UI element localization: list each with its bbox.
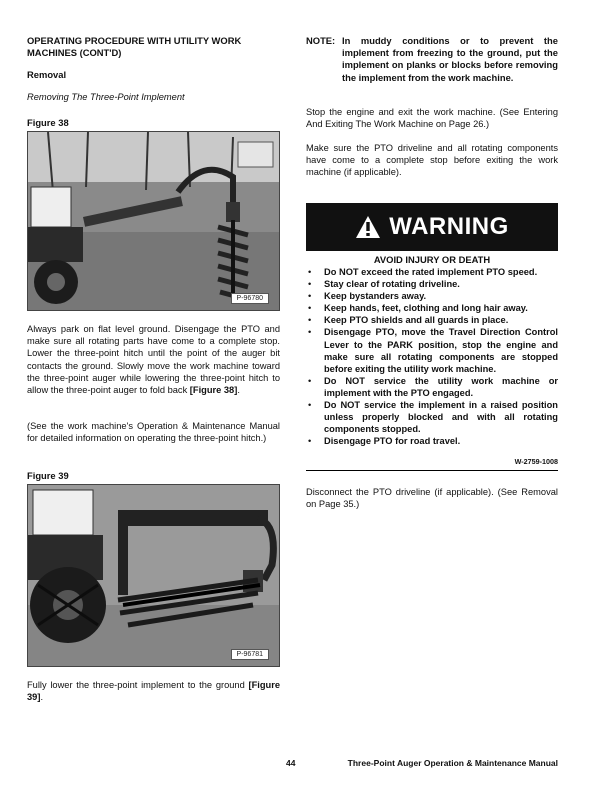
section-heading: OPERATING PROCEDURE WITH UTILITY WORK MACHINES (CONT'D) (27, 35, 242, 59)
figure-39-code: P-96781 (231, 649, 269, 660)
see-manual-paragraph: (See the work machine's Operation & Maintenance Manual for detailed information on operating the three-point hitch.) (27, 421, 280, 444)
warning-item-text: Disengage PTO for road travel. (324, 436, 461, 447)
warning-item-text: Do NOT service the implement in a raised position unless properly blocked and with all rotating components stopped. (324, 400, 558, 435)
warning-title: WARNING (389, 213, 509, 240)
removal-subheading: Removal (27, 69, 67, 80)
figure-39-illustration (28, 485, 279, 666)
warning-item (306, 375, 558, 399)
warning-item (306, 266, 558, 278)
figure-38-code: P-96780 (231, 293, 269, 304)
park-procedure-paragraph (27, 323, 280, 396)
figure-39-photo (27, 484, 280, 667)
warning-banner (306, 203, 558, 251)
warning-item (306, 302, 558, 314)
warning-item-text: Disengage PTO, move the Travel Direction Control Lever to the PARK position, stop the engine and make sure all rotating components are stopped before exiting the utility work machine. (324, 327, 558, 374)
lower-implement-paragraph (27, 679, 280, 703)
page-number: 44 (286, 758, 296, 768)
lower-implement-text: Fully lower the three-point implement to the ground (27, 680, 249, 690)
removing-implement-title: Removing The Three-Point Implement (27, 92, 185, 102)
warning-item (306, 290, 558, 302)
park-procedure-text: Always park on flat level ground. Disengage the PTO and make sure all rotating parts have come to a complete stop. Lower the three-point hitch until the point of the auger bit contacts the ground. Slowly move the work machine toward the three-point auger while lowering the three-point hitch to allow the three-point auger to fold back (27, 324, 280, 396)
bullet-icon: • (308, 303, 312, 314)
park-procedure-period: . (237, 385, 240, 396)
figure-38-reference: [Figure 38] (189, 385, 238, 396)
bullet-icon: • (308, 327, 312, 338)
warning-item (306, 435, 558, 447)
figure-38-photo (27, 131, 280, 311)
bullet-icon: • (308, 291, 312, 302)
figure-38-label: Figure 38 (27, 117, 69, 128)
figure-39-reference: [Figure 39] (27, 680, 280, 703)
warning-item-text: Stay clear of rotating driveline. (324, 279, 460, 290)
figure-38-illustration (28, 132, 279, 310)
bullet-icon: • (308, 315, 312, 326)
bullet-icon: • (308, 436, 312, 447)
figure-39-label: Figure 39 (27, 470, 69, 481)
warning-item-text: Do NOT service the utility work machine or implement with the PTO engaged. (324, 375, 558, 398)
bullet-icon: • (308, 279, 312, 290)
warning-item-text: Keep hands, feet, clothing and long hair away. (324, 303, 528, 314)
warning-list (306, 266, 558, 447)
bullet-icon: • (308, 400, 312, 411)
warning-item-text: Keep PTO shields and all guards in place. (324, 315, 509, 326)
disconnect-driveline-paragraph: Disconnect the PTO driveline (if applicable). (See Removal on Page 35.) (306, 487, 558, 510)
lower-implement-period: . (40, 692, 44, 703)
warning-triangle-icon (355, 215, 381, 239)
warning-item-text: Keep bystanders away. (324, 291, 427, 302)
manual-title: Three-Point Auger Operation & Maintenance Manual (347, 758, 558, 768)
note-block (306, 35, 558, 84)
note-label: NOTE: (306, 35, 336, 46)
warning-item (306, 326, 558, 374)
warning-item (306, 278, 558, 290)
stop-engine-paragraph: Stop the engine and exit the work machine. (See Entering And Exiting The Work Machine on Page 26.) (306, 107, 558, 130)
warning-item (306, 399, 558, 435)
warning-divider (306, 470, 558, 471)
rotating-components-paragraph: Make sure the PTO driveline and all rotating components have come to a complete stop before exiting the work machine (if applicable). (306, 143, 558, 178)
warning-subtitle: AVOID INJURY OR DEATH (373, 254, 491, 265)
bullet-icon: • (308, 375, 312, 386)
warning-item (306, 314, 558, 326)
warning-item-text: Do NOT exceed the rated implement PTO speed. (324, 267, 538, 277)
note-text: In muddy conditions or to prevent the implement from freezing to the ground, put the implement on planks or blocks before removing the implement from the work machine. (342, 35, 558, 83)
warning-code: W-2759-1008 (514, 457, 558, 466)
bullet-icon: • (308, 267, 312, 277)
